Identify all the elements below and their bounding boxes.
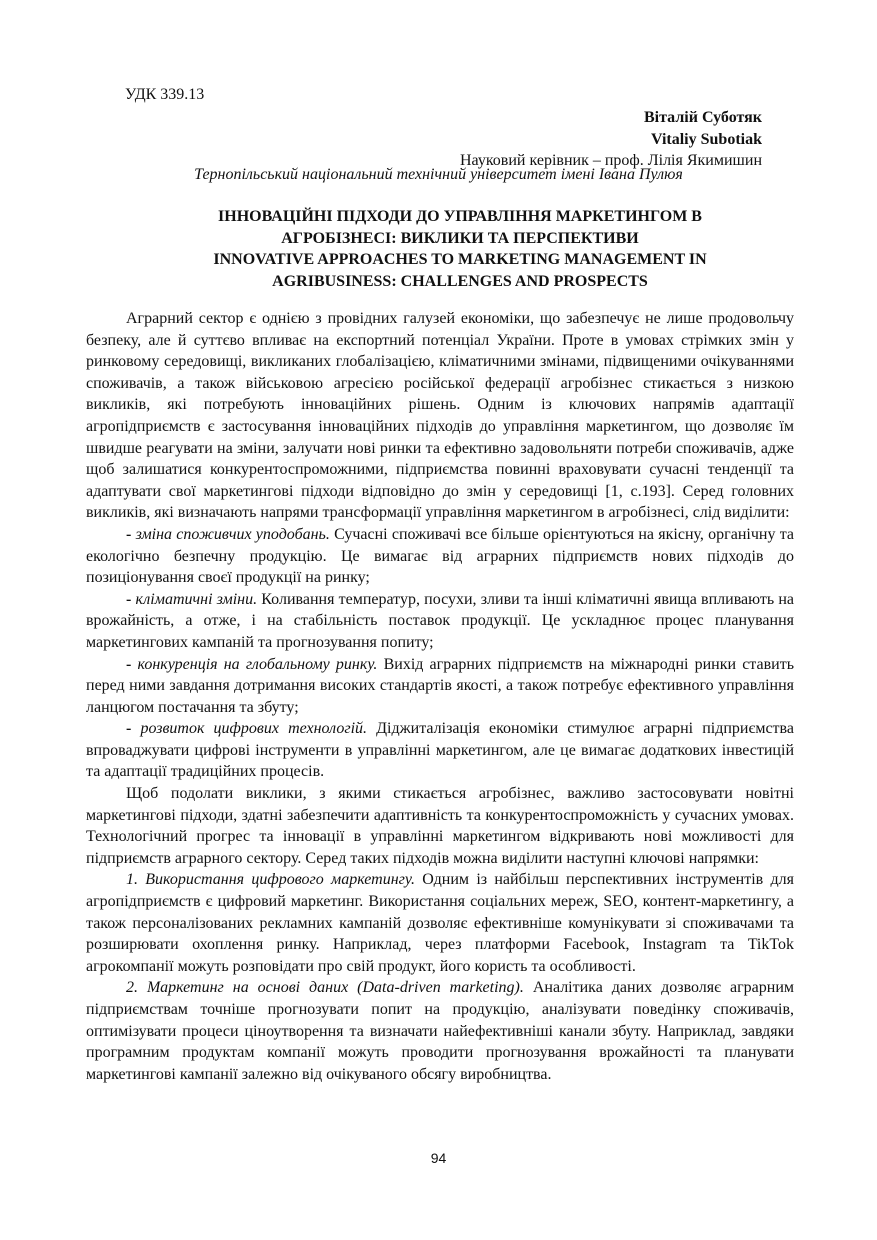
direction-text: Одним із найбільш перспективних інструментів для агропідприємств є цифровий маркетинг. Використання соціальних мереж, SEO, контент-маркетингу, а також персоналізованих рекламних кампаній дозволяє ефективніше комунікувати зі споживачами та розширювати охоплення ринку. Наприклад, через платформи Facebook, Instagram та TikTok агрокомпанії можуть розповідати про свій продукт, його користь та особливості. xyxy=(86,871,794,975)
approaches-paragraph: Щоб подолати виклики, з якими стикається агробізнес, важливо застосовувати новітні маркетингові підходи, здатні забезпечити адаптивність та конкурентоспроможність у сучасних умовах. Технологічний прогрес та інновації в управлінні маркетингом відкривають нові можливості для підприємств аграрного сектору. Серед таких підходів можна виділити наступні ключові напрямки: xyxy=(86,785,794,867)
affiliation: Тернопільський національний технічний університет імені Івана Пулюя xyxy=(194,166,683,183)
challenge-term: кліматичні зміни. xyxy=(135,590,258,608)
challenge-term: зміна споживчих уподобань. xyxy=(135,525,330,543)
udk-code: УДК 339.13 xyxy=(125,86,205,103)
supervisor: Науковий керівник – проф. Лілія Якимишин xyxy=(459,152,762,169)
page-number: 94 xyxy=(430,1150,447,1166)
title-line: AGRIBUSINESS: CHALLENGES AND PROSPECTS xyxy=(272,272,648,290)
intro-paragraph: Аграрний сектор є однією з провідних галузей економіки, що забезпечує не лише продовольчу безпеку, але й суттєво впливає на експортний потенціал України. Проте в умовах стрімких змін у ринковому середовищі, викликаних глобалізацією, кліматичними змінами, підвищеними очікуваннями споживачів, а також військовою агресією російської федерації агробізнес стикається з низкою викликів, які потребують інноваційних рішень. Одним із ключових напрямів адаптації агропідприємств є застосування інноваційних підходів до управління маркетингом, що дозволяє їм швидше реагувати на зміни, залучати нові ринки та ефективно задовольняти потреби споживачів, адже щоб залишатися конкурентоспроможними, підприємства повинні враховувати сучасні тенденції та адаптувати свої маркетингові підходи відповідно до змін у середовищі [1, с.193]. Серед головних викликів, які визначають напрями трансформації управління маркетингом в агробізнесі, слід виділити: xyxy=(86,310,794,522)
direction-item xyxy=(86,869,794,977)
challenge-text: Коливання температур, посухи, зливи та інші кліматичні явища впливають на врожайність, а отже, і на стабільність поставок продукції. Це ускладнює процес планування маркетингових кампаній та прогнозування попиту; xyxy=(86,590,795,651)
direction-term: 2. Маркетинг на основі даних (Data-driven marketing). xyxy=(126,979,524,997)
body-text xyxy=(86,308,794,1085)
title-line: ІННОВАЦІЙНІ ПІДХОДИ ДО УПРАВЛІННЯ МАРКЕТИНГОМ В xyxy=(218,208,702,225)
challenge-item: - зміна споживчих уподобань. Сучасні споживачі все більше орієнтуються на якісну, органічну та екологічно безпечну продукцію. Це вимагає від аграрних підприємств нових підходів до позиціонування своєї продукції на ринку; xyxy=(86,525,795,587)
paper-title xyxy=(110,206,810,292)
challenge-item: - розвиток цифрових технологій. Діджиталізація економіки стимулює аграрні підприємства впроваджувати цифрові інструменти в управлінні маркетингом, але це вимагає додаткових інвестицій та адаптації традиційних процесів. xyxy=(86,720,794,781)
author-name-uk: Віталій Суботяк xyxy=(644,109,762,126)
challenge-text: Сучасні споживачі все більше орієнтуються на якісну, органічну та екологічно безпечну продукцію. Це вимагає від аграрних підприємств нових підходів до позиціонування своєї продукції на ринку; xyxy=(86,525,795,587)
challenge-text: Діджиталізація економіки стимулює аграрні підприємства впроваджувати цифрові інструменти в управлінні маркетингом, але це вимагає додаткових інвестицій та адаптації традиційних процесів. xyxy=(86,720,794,781)
challenge-item: - кліматичні зміни. Коливання температур, посухи, зливи та інші кліматичні явища впливають на врожайність, а отже, і на стабільність поставок продукції. Це ускладнює процес планування маркетингових кампаній та прогнозування попиту; xyxy=(86,590,795,651)
direction-item xyxy=(86,977,794,1085)
author-block xyxy=(460,107,762,172)
direction-text: Аналітика даних дозволяє аграрним підприємствам точніше прогнозувати попит на продукцію, аналізувати поведінку споживачів, оптимізувати процеси ціноутворення та визначати найефективніші канали збуту. Наприклад, завдяки програмним продуктам компанії можуть проводити прогнозування врожайності та планувати маркетингові кампанії залежно від очікуваного обсягу виробництва. xyxy=(86,979,794,1083)
title-line: АГРОБІЗНЕСІ: ВИКЛИКИ ТА ПЕРСПЕКТИВИ xyxy=(281,229,639,247)
challenge-term: розвиток цифрових технологій. xyxy=(140,720,368,738)
challenge-text: Вихід аграрних підприємств на міжнародні ринки ставить перед ними завдання дотримання високих стандартів якості, а також потребує ефективного управління ланцюгом постачання та збуту; xyxy=(86,655,795,716)
title-line: INNOVATIVE APPROACHES TO MARKETING MANAGEMENT IN xyxy=(213,251,707,268)
author-name-en: Vitaliy Subotiak xyxy=(651,130,762,148)
direction-term: 1. Використання цифрового маркетингу. xyxy=(126,871,416,889)
challenge-item: - конкуренція на глобальному ринку. Вихід аграрних підприємств на міжнародні ринки ставить перед ними завдання дотримання високих стандартів якості, а також потребує ефективного управління ланцюгом постачання та збуту; xyxy=(86,655,795,716)
challenge-term: конкуренція на глобальному ринку. xyxy=(137,655,378,673)
